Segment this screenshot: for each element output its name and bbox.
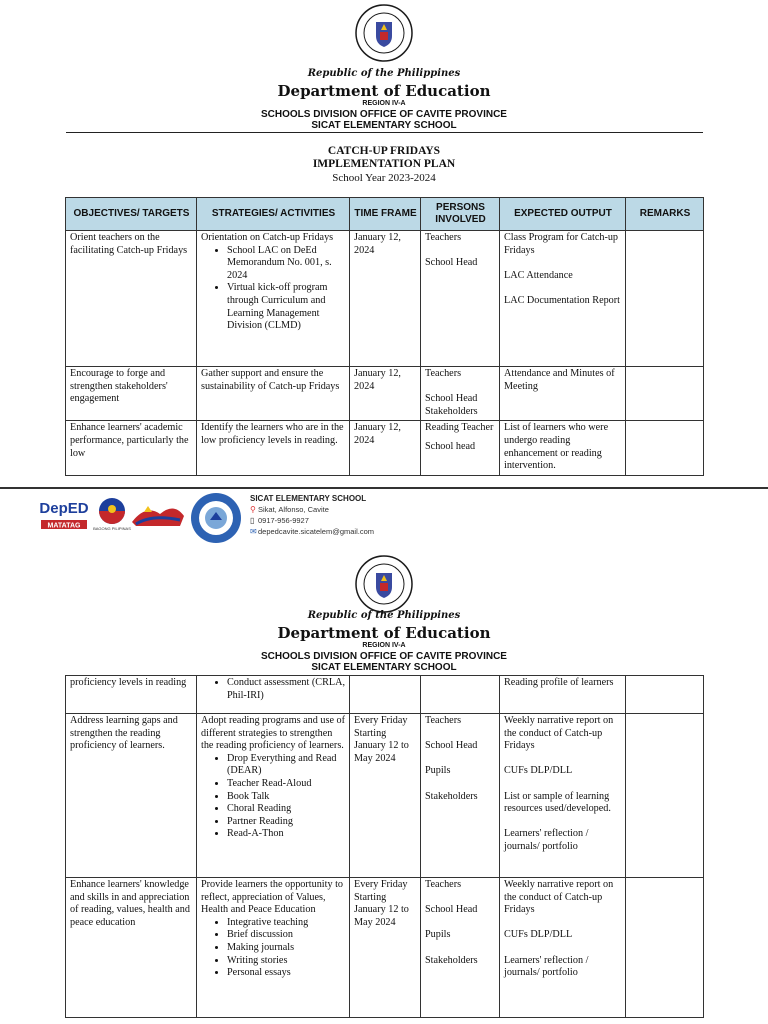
school-line: SICAT ELEMENTARY SCHOOL — [311, 662, 457, 673]
phone-text: 0917-956-9927 — [258, 516, 309, 525]
matatag-logo-icon — [130, 500, 186, 530]
objective-cell: Address learning gaps and strengthen the reading proficiency of learners. — [66, 714, 197, 878]
person: Pupils — [425, 765, 451, 777]
output-item: Class Program for Catch-up Fridays — [504, 232, 619, 256]
col-header: OBJECTIVES/ TARGETS — [66, 198, 197, 231]
email-icon: ✉ — [250, 527, 257, 536]
department-line: Department of Education — [277, 624, 491, 642]
col-header: PERSONS INVOLVED — [421, 198, 500, 231]
strategy-bullet: • Read-A-Thon — [227, 828, 346, 841]
output-item: Weekly narrative report on the conduct of Catch-up Fridays — [504, 879, 614, 916]
table-row — [66, 714, 704, 878]
person: Teachers — [425, 715, 462, 726]
strategy-cell — [197, 676, 350, 714]
remarks-cell — [626, 878, 704, 1018]
strategy-bullet: • School LAC on DeEd Memorandum No. 001, s. 2024 — [227, 245, 346, 283]
time-cell: Every Friday Starting January 12 to May 2024 — [350, 878, 421, 1018]
col-header: TIME FRAME — [350, 198, 421, 231]
time-cell: Every Friday Starting January 12 to May 2024 — [350, 714, 421, 878]
republic-line: Republic of the Philippines — [307, 68, 461, 79]
deped-logo-icon — [37, 494, 91, 534]
person: Teachers — [425, 879, 462, 890]
output-item: CUFs DLP/DLL — [504, 765, 573, 777]
person: Stakeholders — [425, 790, 478, 802]
person: Stakeholders — [425, 954, 478, 966]
remarks-cell — [626, 231, 704, 367]
implementation-table — [65, 197, 704, 476]
output-cell: List of learners who were undergo reading enhancement or reading intervention. — [500, 421, 626, 475]
address-text: Sikat, Alfonso, Cavite — [258, 505, 329, 514]
output-cell — [500, 714, 626, 878]
person: Teachers — [425, 232, 462, 243]
output-cell — [500, 231, 626, 367]
objective-cell: Enhance learners' academic performance, particularly the low — [66, 421, 197, 475]
strategy-bullet: • Brief discussion — [227, 929, 346, 942]
republic-line: Republic of the Philippines — [307, 610, 461, 621]
strategy-bullet: • Personal essays — [227, 967, 346, 980]
time-cell: January 12, 2024 — [350, 367, 421, 421]
person: School Head — [425, 257, 478, 269]
persons-cell — [421, 367, 500, 421]
persons-cell — [421, 878, 500, 1018]
strategy-bullet: • Teacher Read-Aloud — [227, 778, 346, 791]
objective-cell: proficiency levels in reading — [66, 676, 197, 714]
strategy-bullet: • Writing stories — [227, 955, 346, 968]
table-row — [66, 231, 704, 367]
svg-text:DepED: DepED — [39, 500, 89, 517]
strategy-bullet: • Integrative teaching — [227, 917, 346, 930]
output-item: LAC Documentation Report — [504, 294, 621, 306]
remarks-cell — [626, 676, 704, 714]
output-item: Weekly narrative report on the conduct of Catch-up Fridays — [504, 715, 614, 752]
footer-rule — [0, 487, 768, 489]
person: Stakeholders — [425, 405, 478, 417]
strategy-cell: Gather support and ensure the sustainability of Catch-up Fridays — [197, 367, 350, 421]
table-row — [66, 367, 704, 421]
objective-cell: Orient teachers on the facilitating Catch-up Fridays — [66, 231, 197, 367]
header-rule — [66, 132, 703, 133]
svg-text:BAGONG PILIPINAS: BAGONG PILIPINAS — [93, 526, 131, 531]
output-cell — [500, 878, 626, 1018]
person: School head — [425, 440, 476, 452]
output-cell: Attendance and Minutes of Meeting — [500, 367, 626, 421]
output-item: Learners' reflection / journals/ portfolio — [504, 954, 589, 979]
time-cell — [350, 676, 421, 714]
output-item: Learners' reflection / journals/ portfolio — [504, 828, 589, 852]
school-line: SICAT ELEMENTARY SCHOOL — [311, 120, 457, 131]
doc-title-2: IMPLEMENTATION PLAN — [312, 158, 456, 170]
person: School Head — [425, 904, 478, 916]
col-header: EXPECTED OUTPUT — [500, 198, 626, 231]
persons-cell — [421, 231, 500, 367]
school-seal-icon — [190, 492, 242, 544]
table-row — [66, 676, 704, 714]
col-header: STRATEGIES/ ACTIVITIES — [197, 198, 350, 231]
strategy-bullet: • Drop Everything and Read (DEAR) — [227, 753, 346, 778]
person: Pupils — [425, 929, 451, 941]
division-line: SCHOOLS DIVISION OFFICE OF CAVITE PROVINCE — [261, 651, 507, 662]
email-text: depedcavite.sicatelem@gmail.com — [258, 527, 374, 536]
strategy-cell — [197, 231, 350, 367]
footer-phone — [250, 516, 309, 525]
output-item: List or sample of learning resources used/developed. — [504, 790, 611, 815]
table-header-row — [66, 198, 704, 231]
strategy-text: Orientation on Catch-up Fridays — [201, 232, 334, 243]
output-cell: Reading profile of learners — [500, 676, 626, 714]
person: Teachers — [425, 368, 462, 379]
strategy-bullet: • Book Talk — [227, 791, 346, 804]
strategy-text: Adopt reading programs and use of different strategies to strengthen the reading proficiency of learners. — [201, 715, 346, 752]
bagong-pilipinas-logo-icon — [92, 496, 132, 532]
footer-email — [250, 527, 374, 536]
strategy-text: Provide learners the opportunity to reflect, appreciation of Values, Health and Peace Education — [201, 879, 344, 916]
output-item: CUFs DLP/DLL — [504, 929, 573, 941]
implementation-table-continued — [65, 675, 704, 1018]
person: Reading Teacher — [425, 422, 494, 434]
doc-title-1: CATCH-UP FRIDAYS — [327, 145, 441, 157]
strategy-cell: Identify the learners who are in the low proficiency levels in reading. — [197, 421, 350, 475]
strategy-bullet: • Virtual kick-off program through Curriculum and Learning Management Division (CLMD) — [227, 282, 346, 332]
svg-text:MATATAG: MATATAG — [47, 522, 81, 530]
region-line: REGION IV-A — [362, 100, 406, 107]
deped-seal-icon — [355, 4, 413, 62]
department-line: Department of Education — [277, 82, 491, 100]
footer-school-name: SICAT ELEMENTARY SCHOOL — [250, 494, 367, 503]
remarks-cell — [626, 714, 704, 878]
strategy-bullet: • Partner Reading — [227, 816, 346, 829]
school-year: School Year 2023-2024 — [332, 172, 436, 184]
division-line: SCHOOLS DIVISION OFFICE OF CAVITE PROVINCE — [261, 109, 507, 120]
location-pin-icon: ⚲ — [250, 505, 256, 514]
persons-cell — [421, 421, 500, 475]
objective-cell: Encourage to forge and strengthen stakeholders' engagement — [66, 367, 197, 421]
strategy-bullet: • Choral Reading — [227, 803, 346, 816]
remarks-cell — [626, 367, 704, 421]
time-cell: January 12, 2024 — [350, 421, 421, 475]
output-item: LAC Attendance — [504, 269, 573, 281]
col-header: REMARKS — [626, 198, 704, 231]
persons-cell — [421, 714, 500, 878]
deped-seal-icon — [355, 555, 413, 613]
strategy-cell — [197, 878, 350, 1018]
strategy-bullet: • Conduct assessment (CRLA, Phil-IRI) — [227, 677, 346, 702]
time-cell: January 12, 2024 — [350, 231, 421, 367]
footer-address — [250, 505, 329, 514]
person: School Head — [425, 393, 478, 405]
persons-cell — [421, 676, 500, 714]
region-line: REGION IV-A — [362, 642, 406, 649]
phone-icon: ▯ — [250, 516, 255, 525]
table-row — [66, 878, 704, 1018]
remarks-cell — [626, 421, 704, 475]
strategy-bullet: • Making journals — [227, 942, 346, 955]
person: School Head — [425, 740, 478, 752]
strategy-cell — [197, 714, 350, 878]
objective-cell: Enhance learners' knowledge and skills in and appreciation of reading, values, health and peace education — [66, 878, 197, 1018]
table-row — [66, 421, 704, 475]
